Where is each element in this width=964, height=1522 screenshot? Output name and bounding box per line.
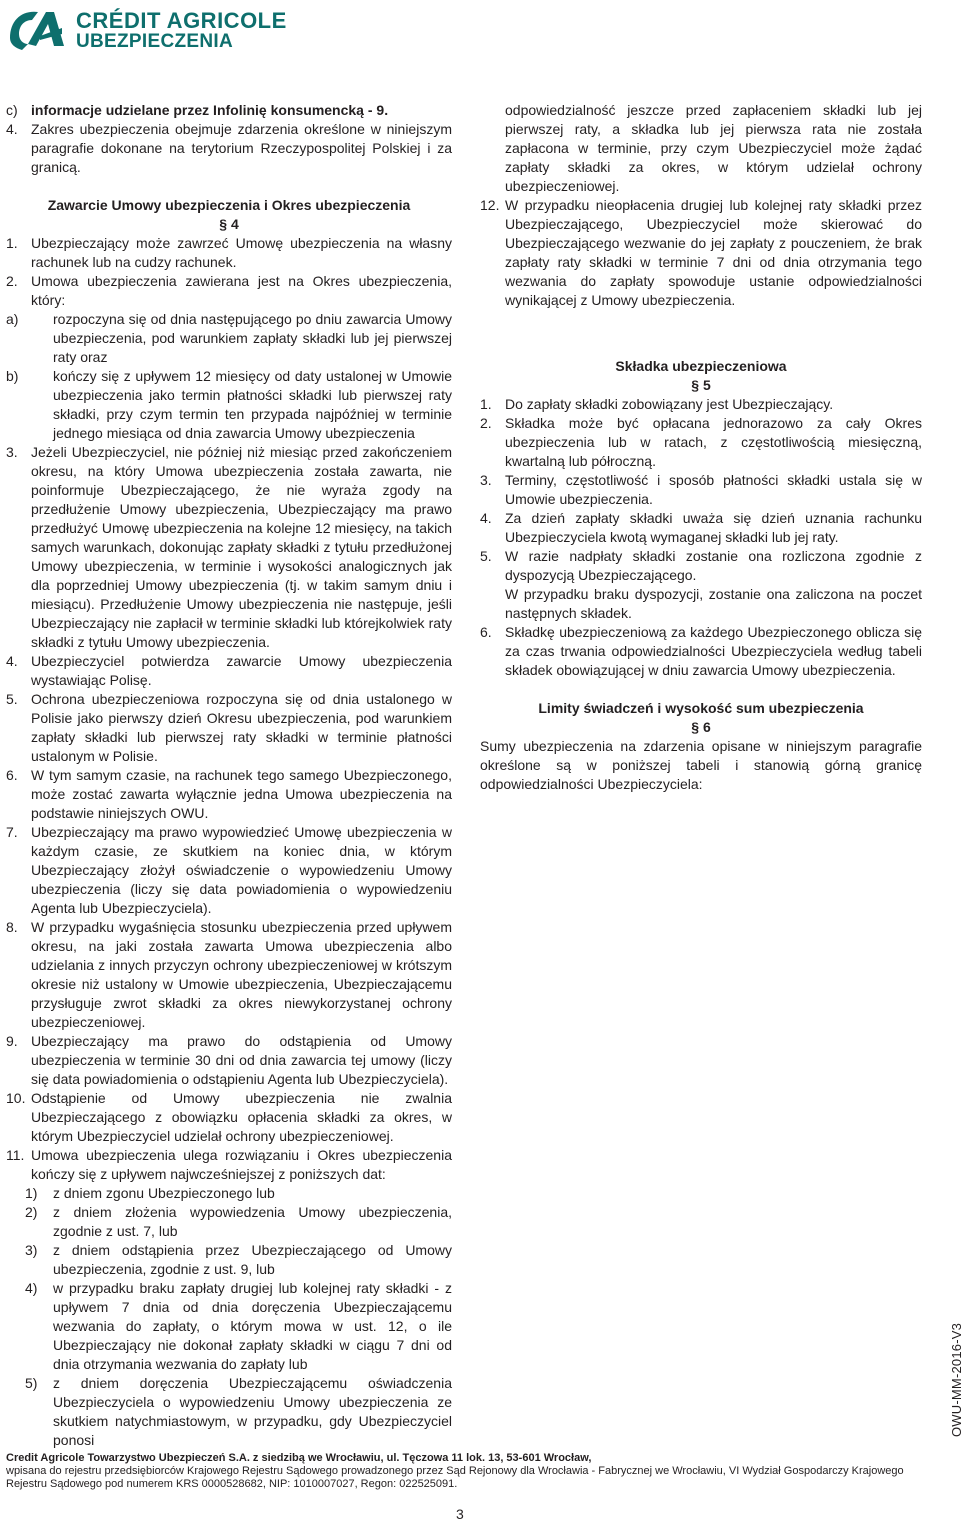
- sub-item-text: z dniem odstąpienia przez Ubezpieczającego od Umowy ubezpieczenia, zgodnie z ust. 9, lub: [53, 1242, 452, 1277]
- continuation-text: odpowiedzialność jeszcze przed zapłaceniem składki lub jej pierwszej raty, a składka lub jej pierwsza rata nie została zapłacona w terminie, przy czym Ubezpieczyciel może żądać zapłaty składki za okres, w którym udzielał ochrony ubezpieczeniowej.: [505, 102, 922, 194]
- item-text: W przypadku braku dyspozycji, zostanie ona zaliczona na poczet następnych składek.: [505, 586, 922, 621]
- item-text: W przypadku nieopłacenia drugiej lub kolejnej raty składki przez Ubezpieczającego, Ubezpieczyciel może skierować do Ubezpieczającego wezwanie do jej zapłaty z pouczeniem, że brak zapłaty raty składki w terminie 7 dni od dnia otrzymania tego wezwania do zapłaty spowoduje ustanie odpowiedzialności wynikającej z Umowy ubezpieczenia.: [505, 197, 922, 308]
- left-column: [6, 101, 452, 1450]
- item-text: W razie nadpłaty składki zostanie ona rozliczona zgodnie z dyspozycją Ubezpieczającego.: [505, 548, 922, 583]
- sub-item-text: z dniem złożenia wypowiedzenia Umowy ubezpieczenia, zgodnie z ust. 7, lub: [53, 1204, 452, 1239]
- item-number: 1.: [6, 235, 18, 251]
- item-text: Umowa ubezpieczenia zawierana jest na Okres ubezpieczenia, który:: [31, 273, 452, 308]
- item-text: Odstąpienie od Umowy ubezpieczenia nie zwalnia Ubezpieczającego z obowiązku opłacenia składki za okres, w którym Ubezpieczyciel udzielał ochrony ubezpieczeniowej.: [31, 1090, 452, 1144]
- list-item: [480, 509, 922, 547]
- list-item: [480, 414, 922, 471]
- page-number: 3: [456, 1506, 464, 1522]
- item-text: Ubezpieczający ma prawo wypowiedzieć Umowę ubezpieczenia w każdym czasie, ze skutkiem na koniec dnia, w którym Ubezpieczający złożył oświadczenie o wypowiedzeniu Umowy ubezpieczenia (liczy się data powiadomienia o wypowiedzeniu Agenta lub Ubezpieczyciela).: [31, 824, 452, 916]
- footer-company-line: Credit Agricole Towarzystwo Ubezpieczeń S.A. z siedzibą we Wrocławiu, ul. Tęczowa 11 lok. 13, 53-601 Wrocław,: [6, 1452, 592, 1464]
- item-text: informacje udzielane przez Infolinię konsumencką - 9.: [31, 102, 389, 118]
- item-text: Ubezpieczający może zawrzeć Umowę ubezpieczenia na własny rachunek lub na cudzy rachunek.: [31, 235, 452, 270]
- item-text: Składkę ubezpieczeniową za każdego Ubezpieczonego oblicza się za czas trwania odpowiedzialności Ubezpieczyciela według tabeli składek obowiązującej w dniu zawarcia Umowy ubezpieczenia.: [505, 624, 922, 678]
- sub-item-letter: b): [6, 368, 19, 384]
- list-item: [6, 234, 452, 272]
- list-item: [6, 766, 452, 823]
- section-paragraph-number: § 5: [691, 377, 711, 393]
- list-item: [480, 471, 922, 509]
- credit-agricole-logo-icon: [6, 6, 68, 50]
- section-paragraph-number: § 4: [219, 216, 239, 232]
- sub-item: [6, 1203, 452, 1241]
- item-text: Ubezpieczyciel potwierdza zawarcie Umowy ubezpieczenia wystawiając Polisę.: [31, 653, 452, 688]
- sub-item-text: z dniem zgonu Ubezpieczonego lub: [53, 1185, 275, 1201]
- list-item: [6, 443, 452, 652]
- continuation-paragraph: [480, 101, 922, 196]
- item-number: 12.: [480, 197, 500, 213]
- item-number: 5.: [6, 691, 18, 707]
- list-item: [6, 272, 452, 310]
- item-number: 10.: [6, 1090, 26, 1106]
- item-text: Ubezpieczający ma prawo do odstąpienia od Umowy ubezpieczenia w terminie 30 dni od dnia zawarcia tej umowy (liczy się data powiadomienia o odstąpieniu Agenta lub Ubezpieczyciela).: [31, 1033, 452, 1087]
- list-item: [6, 1089, 452, 1146]
- list-item: [6, 1146, 452, 1184]
- document-code: OWU-MM-2016-V3: [949, 1322, 964, 1437]
- item-number: 4.: [6, 121, 18, 137]
- sub-item: [6, 1279, 452, 1374]
- section-title: Limity świadczeń i wysokość sum ubezpieczenia: [538, 700, 864, 716]
- sub-item-text: z dniem doręczenia Ubezpieczającemu oświadczenia Ubezpieczyciela o wypowiedzeniu Umowy ubezpieczenia ze skutkiem natychmiastowym, w przypadku, gdy Ubezpieczyciel ponosi: [53, 1375, 452, 1448]
- item-number: 1.: [480, 396, 492, 412]
- list-item: [6, 652, 452, 690]
- item-text: Ochrona ubezpieczeniowa rozpoczyna się od dnia ustalonego w Polisie jako pierwszy dzień Okresu ubezpieczenia, pod warunkiem zapłaty składki lub pierwszej raty składki w terminie płatności ustalonym w Polisie.: [31, 691, 452, 764]
- section-title: Składka ubezpieczeniowa: [615, 358, 787, 374]
- item-number: 6.: [6, 767, 18, 783]
- item-number: 11.: [6, 1147, 25, 1163]
- sub-item-number: 4): [25, 1280, 38, 1296]
- right-column: [480, 101, 922, 794]
- item-number: 3.: [480, 472, 492, 488]
- sub-item: [6, 310, 452, 367]
- item-text: Umowa ubezpieczenia ulega rozwiązaniu i Okres ubezpieczenia kończy się z upływem najwcześniejszej z poniższych dat:: [31, 1147, 452, 1182]
- item-text: W przypadku wygaśnięcia stosunku ubezpieczenia przed upływem okresu, na jaki została zawarta Umowa ubezpieczenia albo udzielania z innych przyczyn ochrony ubezpieczeniowej w krótszym okresie niż ustalony w Umowie ubezpieczenia, Ubezpieczającemu przysługuje zwrot składki za okres niewykorzystanej ochrony ubezpieczeniowej.: [31, 919, 452, 1030]
- list-item: [6, 101, 452, 120]
- brand-name: CRÉDIT AGRICOLE: [76, 8, 287, 33]
- list-item: [480, 623, 922, 680]
- footer-registry-numbers-line: Rejestru Sądowego pod numerem KRS 0000528682, NIP: 1010007027, Regon: 022525091.: [6, 1478, 458, 1490]
- sub-item-number: 1): [25, 1185, 38, 1201]
- sub-item-text: w przypadku braku zapłaty drugiej lub kolejnej raty składki - z upływem 7 dnia od dnia doręczenia Ubezpieczającemu wezwania do zapłaty, o którym mowa w ust. 12, o ile Ubezpieczający nie dokonał zapłaty składki w ciągu 7 dni od dnia otrzymania wezwania do zapłaty lub: [53, 1280, 452, 1372]
- item-number: 8.: [6, 919, 18, 935]
- footer: [6, 1452, 936, 1491]
- item-text: W tym samym czasie, na rachunek tego samego Ubezpieczonego, może zostać zawarta wyłącznie jedna Umowa ubezpieczenia na podstawie niniejszych OWU.: [31, 767, 452, 821]
- item-text: Terminy, częstotliwość i sposób płatności składki ustala się w Umowie ubezpieczenia.: [505, 472, 922, 507]
- sub-item: [6, 1374, 452, 1450]
- list-item: [6, 1032, 452, 1089]
- list-item-continuation: [480, 585, 922, 623]
- item-text: Jeżeli Ubezpieczyciel, nie później niż miesiąc przed zakończeniem okresu, na który Umowa ubezpieczenia została zawarta, nie poinformuje Ubezpieczającego, że nie wyraża zgody na przedłużenie Umowy ubezpieczenia, Ubezpieczający ma prawo przedłużyć Umowę ubezpieczenia na kolejne 12 miesięcy, na takich samych warunkach, dokonując zapłaty składki z tytułu przedłużonej Umowy ubezpieczenia, w terminie i wysokości analogicznych jak dla poprzedniej Umowy ubezpieczenia (tj. w takim samym dniu i miesiącu). Przedłużenie Umowy ubezpieczenia nie następuje, jeśli Ubezpieczający nie zapłacił w terminie składki lub którejkolwiek raty składki z tytułu Umowy ubezpieczenia.: [31, 444, 452, 650]
- item-number: 9.: [6, 1033, 18, 1049]
- section-title: Zawarcie Umowy ubezpieczenia i Okres ubezpieczenia: [47, 197, 411, 213]
- item-number: 2.: [480, 415, 492, 431]
- item-text: Składka może być opłacana jednorazowo za cały Okres ubezpieczenia lub w ratach, z częstotliwością miesięczną, kwartalną lub półroczną.: [505, 415, 922, 469]
- list-item: [6, 918, 452, 1032]
- sub-item-letter: a): [6, 311, 19, 327]
- sub-item-number: 5): [25, 1375, 38, 1391]
- sub-item: [6, 1241, 452, 1279]
- footer-registry-line: wpisana do rejestru przedsiębiorców Krajowego Rejestru Sądowego prowadzonego przez Sąd Rejonowy dla Wrocławia - Fabrycznej we Wrocławiu, VI Wydział Gospodarczy Krajowego: [6, 1465, 904, 1477]
- sub-item-number: 2): [25, 1204, 38, 1220]
- sub-item-text: kończy się z upływem 12 miesięcy od daty ustalonej w Umowie ubezpieczenia jako termin płatności składki lub pierwszej raty składki, przy czym termin ten przypada najpóźniej w terminie jednego miesiąca od dnia zawarcia Umowy ubezpieczenia: [53, 368, 452, 441]
- item-number: 6.: [480, 624, 492, 640]
- item-text: Za dzień zapłaty składki uważa się dzień uznania rachunku Ubezpieczyciela kwotą wymaganej składki lub jej raty.: [505, 510, 922, 545]
- sub-item: [6, 1184, 452, 1203]
- list-item: [6, 120, 452, 177]
- list-item: [480, 196, 922, 310]
- sub-item-text: rozpoczyna się od dnia następującego po dniu zawarcia Umowy ubezpieczenia, pod warunkiem zapłaty składki lub jej pierwszej raty oraz: [53, 311, 452, 365]
- list-item: [480, 395, 922, 414]
- item-text: Zakres ubezpieczenia obejmuje zdarzenia określone w niniejszym paragrafie dokonane na terytorium Rzeczypospolitej Polskiej i za granicą.: [31, 121, 452, 175]
- list-item: [6, 823, 452, 918]
- sub-item-number: 3): [25, 1242, 38, 1258]
- list-item: [6, 690, 452, 766]
- sub-item: [6, 367, 452, 443]
- item-number: c): [6, 102, 18, 118]
- item-number: 3.: [6, 444, 18, 460]
- list-item: [480, 547, 922, 585]
- brand-subname: UBEZPIECZENIA: [76, 31, 233, 52]
- section-text: Sumy ubezpieczenia na zdarzenia opisane w niniejszym paragrafie określone są w poniższej tabeli i stanowią górną granicę odpowiedzialności Ubezpieczyciela:: [480, 738, 922, 792]
- item-number: 4.: [480, 510, 492, 526]
- item-text: Do zapłaty składki zobowiązany jest Ubezpieczający.: [505, 396, 834, 412]
- section-paragraph-number: § 6: [691, 719, 711, 735]
- item-number: 7.: [6, 824, 18, 840]
- item-number: 5.: [480, 548, 492, 564]
- item-number: 4.: [6, 653, 18, 669]
- brand-logo: [6, 6, 356, 50]
- item-number: 2.: [6, 273, 18, 289]
